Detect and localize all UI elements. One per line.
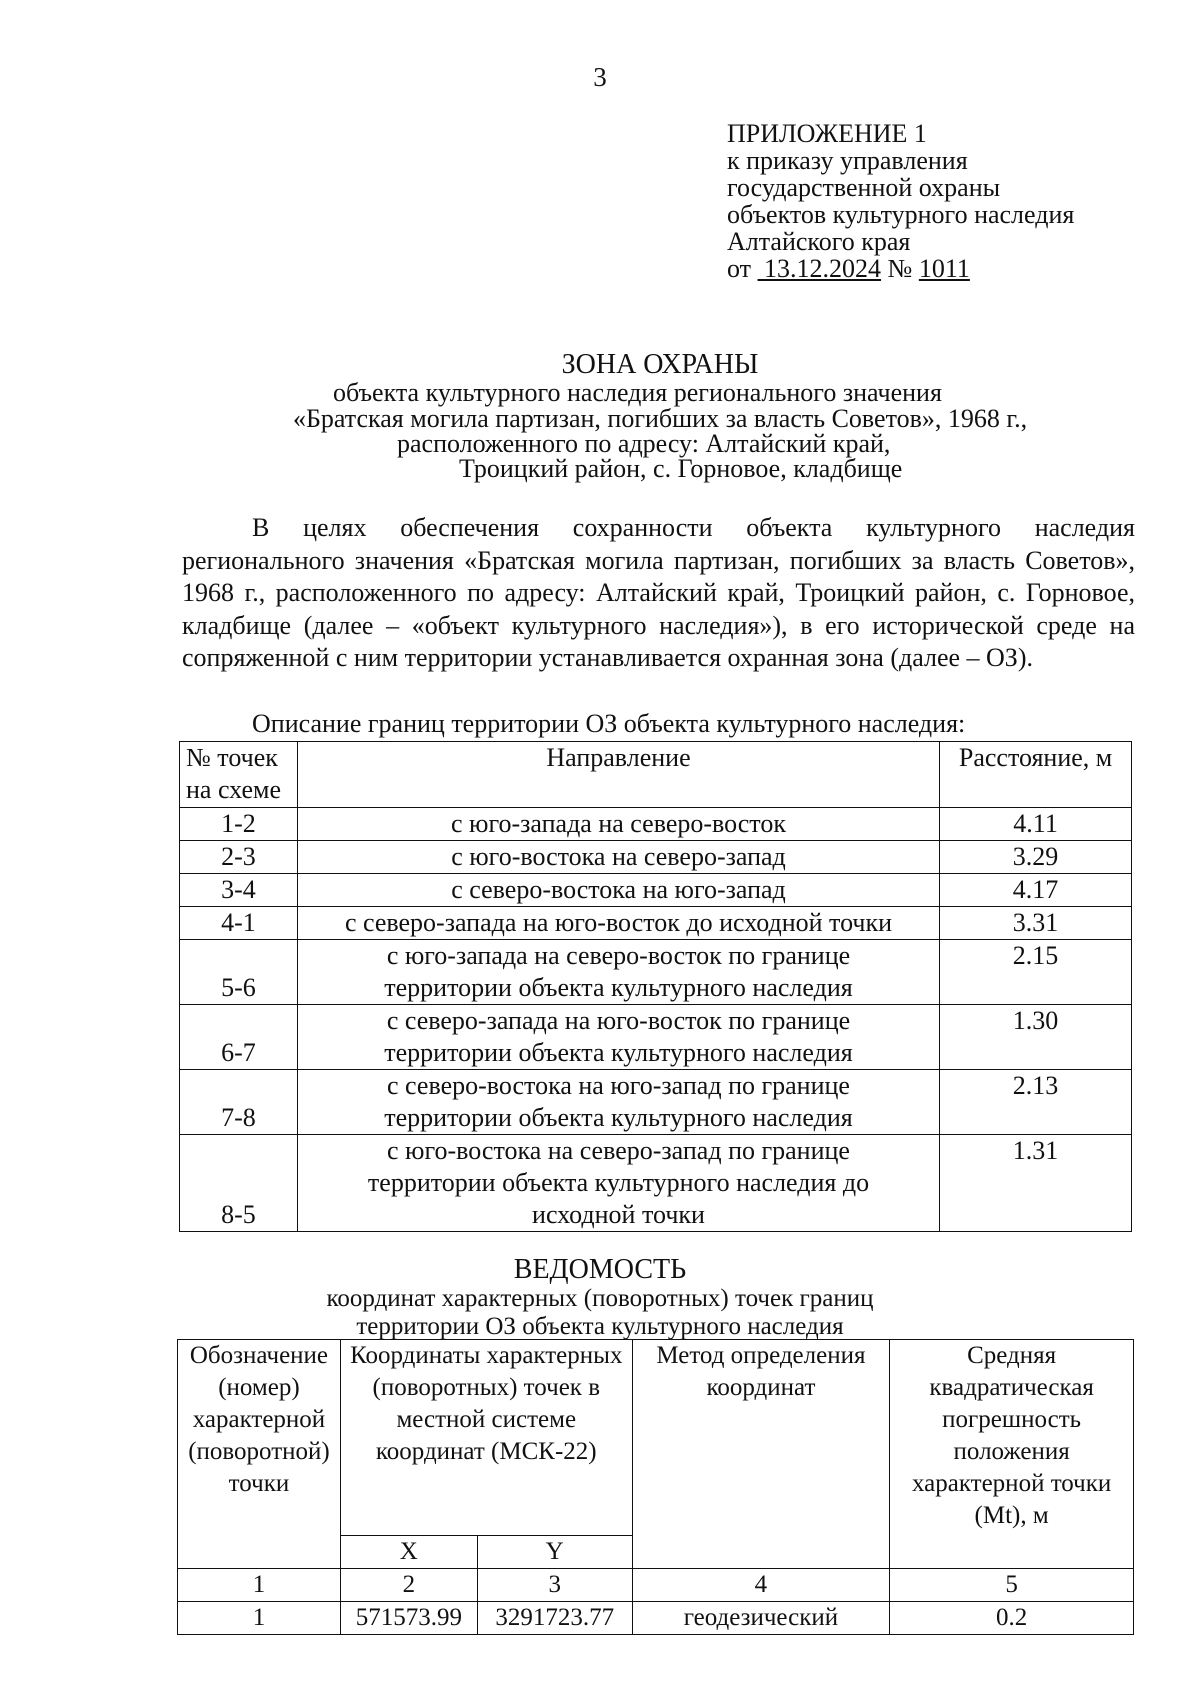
points-cell: 4-1	[180, 907, 298, 940]
boundary-table	[179, 741, 1132, 1232]
column-number-row	[178, 1569, 1134, 1602]
distance-cell: 4.11	[940, 808, 1132, 841]
error-cell: 0.2	[890, 1602, 1134, 1635]
direction-cell: с юго-запада на северо-восток по границе территории объекта культурного наследия	[297, 940, 939, 1005]
body-paragraph: В целях обеспечения сохранности объекта культурного наследия регионального значения «Братская могила партизан, погибших за власть Советов», 1968 г., расположенного по адресу: Алтайский край, Троицкий район, с. Горновое, кладбище (далее – «объект культурного наследия»), в его исторической среде на сопряженной с ним территории устанавливается охранная зона (далее – ОЗ).	[182, 513, 1135, 673]
table-caption: Описание границ территории ОЗ объекта культурного наследия:	[252, 709, 966, 738]
table-row	[180, 1070, 1132, 1135]
table-header-row	[178, 1340, 1134, 1536]
header-direction: Направление	[297, 742, 939, 808]
number-prefix: №	[887, 254, 913, 283]
header-y: Y	[477, 1536, 632, 1569]
column-number: 5	[890, 1569, 1134, 1602]
points-cell: 7-8	[180, 1070, 298, 1135]
header-points: № точек на схеме	[180, 742, 298, 808]
table-row	[180, 1135, 1132, 1232]
distance-cell: 2.13	[940, 1070, 1132, 1135]
direction-cell: с северо-запада на юго-восток до исходной точки	[297, 907, 939, 940]
y-cell: 3291723.77	[477, 1602, 632, 1635]
table-row	[180, 841, 1132, 874]
vedomost-subtitle-line: территории ОЗ объекта культурного наследия	[356, 1313, 844, 1340]
vedomost-subtitle-line: координат характерных (поворотных) точек границ	[326, 1285, 874, 1312]
order-number: 1011	[918, 254, 970, 283]
header-error: Средняя квадратическая погрешность положения характерной точки (Mt), м	[890, 1340, 1134, 1569]
appendix-block	[727, 120, 1074, 282]
column-number: 4	[632, 1569, 890, 1602]
direction-cell: с юго-востока на северо-запад по границе территории объекта культурного наследия до исходной точки	[297, 1135, 939, 1232]
zone-title: ЗОНА ОХРАНЫ	[561, 349, 759, 380]
distance-cell: 3.31	[940, 907, 1132, 940]
distance-cell: 1.31	[940, 1135, 1132, 1232]
appendix-line: Алтайского края	[727, 227, 911, 256]
x-cell: 571573.99	[340, 1602, 477, 1635]
direction-cell: с северо-востока на юго-запад	[297, 874, 939, 907]
method-cell: геодезический	[632, 1602, 890, 1635]
header-point-designation: Обозначение (номер) характерной (поворотной) точки	[178, 1340, 341, 1569]
table-row	[180, 907, 1132, 940]
zone-subtitle-line: объекта культурного наследия регионального значения	[333, 378, 942, 407]
table-row	[180, 1005, 1132, 1070]
header-coordinates: Координаты характерных (поворотных) точек в местной системе координат (МСК-22)	[340, 1340, 632, 1536]
appendix-line: государственной охраны	[727, 173, 1001, 202]
date-prefix: от	[727, 254, 752, 283]
coordinates-table	[177, 1339, 1134, 1635]
header-method: Метод определения координат	[632, 1340, 890, 1569]
direction-cell: с северо-запада на юго-восток по границе территории объекта культурного наследия	[297, 1005, 939, 1070]
table-header-row	[180, 742, 1132, 808]
points-cell: 6-7	[180, 1005, 298, 1070]
points-cell: 3-4	[180, 874, 298, 907]
appendix-line: к приказу управления	[727, 146, 968, 175]
table-row	[180, 808, 1132, 841]
zone-subtitle-line: Троицкий район, с. Горновое, кладбище	[459, 454, 903, 483]
points-cell: 2-3	[180, 841, 298, 874]
vedomost-title: ВЕДОМОСТЬ	[513, 1254, 687, 1285]
distance-cell: 3.29	[940, 841, 1132, 874]
direction-cell: с юго-востока на северо-запад	[297, 841, 939, 874]
zone-subtitle-line: «Братская могила партизан, погибших за власть Советов», 1968 г.,	[293, 404, 1028, 433]
distance-cell: 2.15	[940, 940, 1132, 1005]
points-cell: 5-6	[180, 940, 298, 1005]
header-x: X	[340, 1536, 477, 1569]
points-cell: 8-5	[180, 1135, 298, 1232]
points-cell: 1-2	[180, 808, 298, 841]
column-number: 3	[477, 1569, 632, 1602]
column-number: 2	[340, 1569, 477, 1602]
table-row	[180, 874, 1132, 907]
page-number: 3	[593, 62, 607, 92]
distance-cell: 4.17	[940, 874, 1132, 907]
table-row	[178, 1602, 1134, 1635]
appendix-line: объектов культурного наследия	[727, 200, 1075, 229]
point-cell: 1	[178, 1602, 341, 1635]
table-row	[180, 940, 1132, 1005]
zone-subtitle-line: расположенного по адресу: Алтайский край,	[397, 429, 891, 458]
distance-cell: 1.30	[940, 1005, 1132, 1070]
order-date-line	[727, 255, 1074, 282]
appendix-heading: ПРИЛОЖЕНИЕ 1	[727, 119, 927, 148]
header-distance: Расстояние, м	[940, 742, 1132, 808]
direction-cell: с юго-запада на северо-восток	[297, 808, 939, 841]
column-number: 1	[178, 1569, 341, 1602]
vedomost-subtitle	[0, 1285, 1200, 1341]
direction-cell: с северо-востока на юго-запад по границе территории объекта культурного наследия	[297, 1070, 939, 1135]
order-date: 13.12.2024	[764, 254, 882, 283]
